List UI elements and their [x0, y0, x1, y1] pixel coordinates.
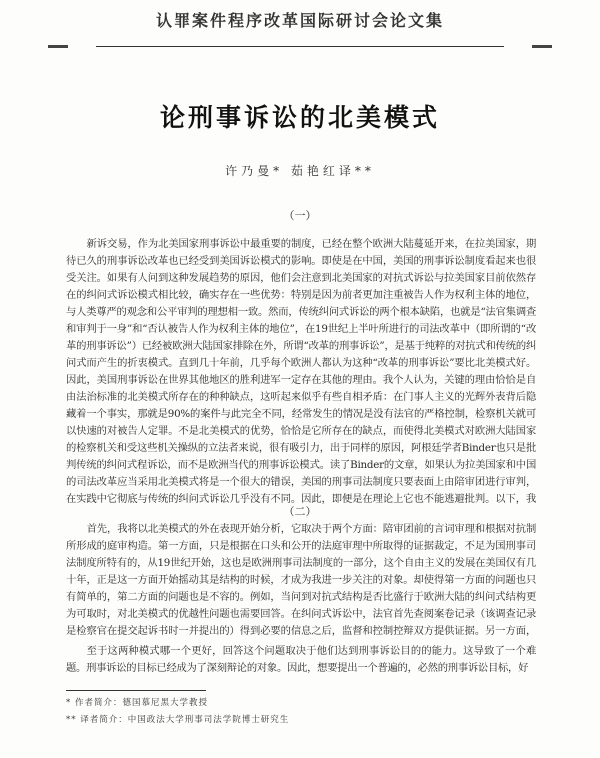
footnote-translator: ** 译者简介：中国政法大学刑事司法学院博士研究生: [66, 715, 290, 725]
section-heading-1: （一）: [283, 209, 317, 222]
section-1-paragraph: 新诉交易，作为北美国家刑事诉讼中最重要的制度，已经在整个欧洲大陆蔓延开来，在拉美国家，期待已久的刑事诉讼改革也已经受到美国诉讼模式的影响。即使是在中国，美国的刑事诉讼制度看起来也很受关注。如果有人问到这种发展趋势的原因，他们会注意到北美国家的对抗式诉讼与拉美国家目前依然存在的纠问式诉讼模式相比较，确实存在一些优势：特别是因为前者更加注重被告人作为权利主体的地位，与人类尊严的观念和公平审判的理想相一致。然而，传统纠问式诉讼的两个根本缺陷，也就是“法官集调查和审判于一身”和“否认被告人作为权利主体的地位”，在19世纪上半叶所进行的司法改革中（即所谓的“改革的刑事诉讼”）已经被欧洲大陆国家排除在外，所谓“改革的刑事诉讼”，是基于纯粹的对抗式和传统的纠问式而产生的折衷模式。直到几十年前，几乎每个欧洲人都认为这种“改革的刑事诉讼”要比北美模式好。因此，美国刑事诉讼在世界其他地区的胜利进军一定存在其他的理由。我个人认为，关键的理由恰恰是自由法治标准的北美模式所存在的种种缺点，这听起来似乎有些自相矛盾：在门事人主义的光辉外表背后隐藏着一个事实，那就是90%的案件与此完全不同，经常发生的情况是没有法官的严格控制，检察机关就可以快速的对被告人定罪。不是北美模式的优势，恰恰是它所存在的缺点，而使得北美模式对欧洲大陆国家的检察机关和受这些机关操纵的立法者来说，很有吸引力，出于同样的原因，阿根廷学者Binder也只是批判传统的纠问式程诉讼，而不是欧洲当代的刑事诉讼模式。读了Binder的文章，如果认为拉美国家和中国的司法改革应当采用北美模式将是一个很大的错误，美国的刑事司法制度只要表面上由陪审团进行审判，在实践中它彻底与传统的纠问式诉讼几乎没有不同。因此，即便是在理论上它也不能逃避批判。以下，我: [66, 238, 536, 504]
header-dash-left: [48, 45, 68, 48]
article-authors: 许乃曼* 茹艳红译**: [225, 164, 375, 178]
article-title: 论刑事诉讼的北美模式: [159, 103, 440, 132]
header-rule: [96, 46, 504, 47]
footnote-rule: [66, 690, 206, 691]
section-heading-2: （二）: [283, 505, 317, 518]
running-title: 认罪案件程序改革国际研讨会论文集: [155, 11, 444, 30]
header-dash-right: [532, 45, 552, 48]
section-2-paragraph-1: 首先，我将以北美模式的外在表现开始分析，它取决于两个方面：陪审团前的言词审理和根据对抗制所形成的庭审构造。第一方面，只是根据在口头和公开的法庭审理中所取得的证据裁定，不足为国刑事司法制度所特有的，从19世纪开始，这也是欧洲刑事司法制度的一部分，这个自由主义的发展在美国仅有几十年，正是这一方面开始摇动其是结构的时候，才成为我进一步关注的对象。却使得第一方面的问题也只有简单的，第二方面的问题也是不容的。例如，当问到对抗式结构是否比盛行于欧洲大陆的纠问式结构更为可取时，对北美模式的优越性问题也需要回答。在纠问式诉讼中，法官首先查阅案卷记录（该调查记录是检察官在提交起诉书时一并提出的）得到必要的信息之后，监督和控制控辩双方提供证据。另一方面，: [66, 523, 536, 637]
section-2-paragraph-2: 至于这两种模式哪一个更好，回答这个问题取决于他们达到刑事诉讼目的的能力。这导致了一个难题。刑事诉讼的目标已经成为了深刻辩论的对象。因此，想要提出一个普遍的，必然的刑事诉讼目标，好: [66, 645, 536, 674]
footnote-author: * 作者简介：德国慕尼黑大学教授: [66, 698, 208, 708]
